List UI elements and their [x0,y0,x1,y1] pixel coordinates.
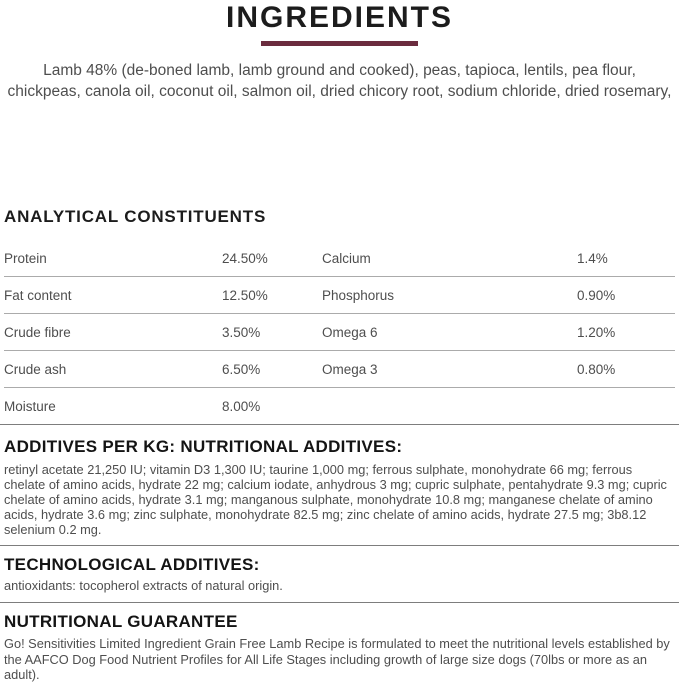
constituent-value: 6.50% [222,361,261,377]
constituent-value: 0.90% [577,287,616,303]
ingredients-label-page [0,1,679,682]
constituent-label: Protein [4,250,47,266]
analytical-constituents-section [0,207,679,424]
constituent-label: Crude ash [4,361,67,377]
constituents-table [4,240,675,424]
constituent-label: Crude fibre [4,324,71,340]
constituent-label: Fat content [4,287,72,303]
constituent-label: Calcium [322,250,371,266]
nutritional-additives-heading: ADDITIVES PER KG: NUTRITIONAL ADDITIVES: [4,437,403,456]
constituent-value: 24.50% [222,250,268,266]
section-divider [0,424,679,425]
table-row [4,388,675,424]
constituent-label: Moisture [4,398,56,414]
constituent-value: 8.00% [222,398,261,414]
table-row [4,314,675,351]
technological-additives-heading: TECHNOLOGICAL ADDITIVES: [4,555,260,574]
page-title: INGREDIENTS [225,1,454,34]
constituent-value: 12.50% [222,287,268,303]
technological-additives-paragraph: antioxidants: tocopherol extracts of natural origin. [4,578,283,593]
lower-sections [0,424,679,683]
section-divider [0,602,679,603]
constituent-value: 3.50% [222,324,261,340]
analytical-constituents-heading: ANALYTICAL CONSTITUENTS [4,207,267,226]
ingredients-paragraph: Lamb 48% (de-boned lamb, lamb ground and cooked), peas, tapioca, lentils, pea flour, chickpeas, canola oil, coconut oil, salmon oil, dried chicory root, sodium chloride, dried rosemary, [7,62,672,100]
constituent-label: Omega 3 [322,361,378,377]
constituent-label: Omega 6 [322,324,378,340]
section-divider [0,545,679,546]
title-accent-bar [261,41,418,46]
table-row [4,240,675,277]
nutritional-guarantee-heading: NUTRITIONAL GUARANTEE [4,612,238,631]
nutritional-additives-paragraph: retinyl acetate 21,250 IU; vitamin D3 1,300 IU; taurine 1,000 mg; ferrous sulphate, monohydrate 66 mg; ferrous chelate of amino acids, hydrate 22 mg; calcium iodate, anhydrous 3 mg; cupric sulphate, pentahydrate 9.3 mg; cupric chelate of amino acids, hydrate 3.1 mg; manganous sulphate, monohydrate 10.8 mg; manganese chelate of amino acids, hydrate 3.6 mg; zinc sulphate, monohydrate 82.5 mg; zinc chelate of amino acids, hydrate 27.5 mg; 3b8.12 selenium 0.2 mg. [4,462,667,537]
constituent-value: 1.4% [577,250,608,266]
constituent-value: 1.20% [577,324,616,340]
table-row [4,351,675,388]
nutritional-guarantee-paragraph: Go! Sensitivities Limited Ingredient Grain Free Lamb Recipe is formulated to meet the nutritional levels established by the AAFCO Dog Food Nutrient Profiles for All Life Stages including growth of large size dogs (70lbs or more as an adult). [4,636,670,682]
table-row [4,277,675,314]
constituent-label: Phosphorus [322,287,395,303]
constituent-value: 0.80% [577,361,616,377]
